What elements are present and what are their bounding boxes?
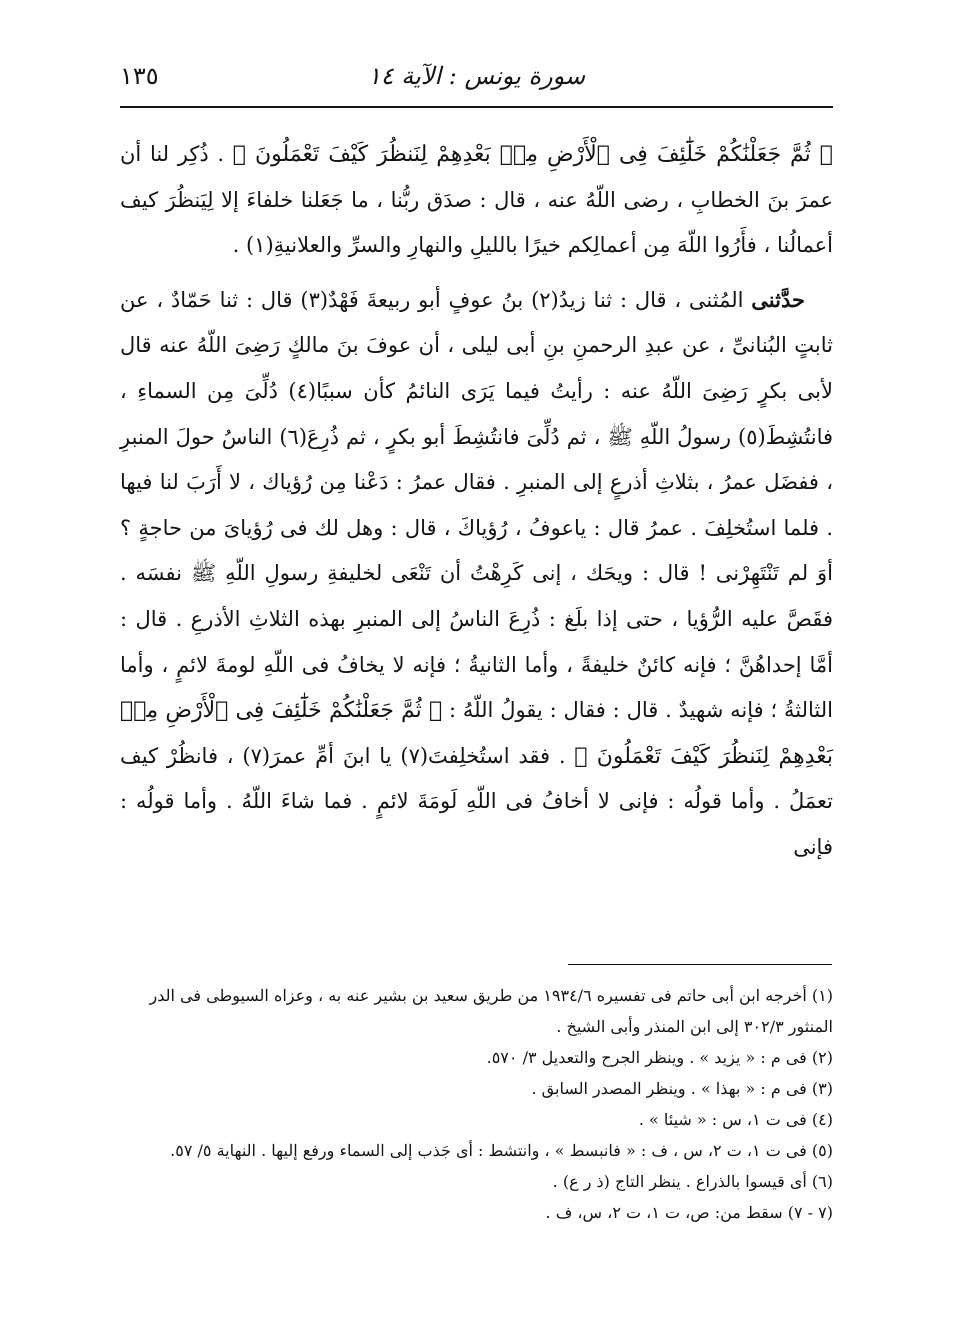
paragraph-text: . ذُكِر لنا أن عمرَ بنَ الخطابِ ، رضى اللّهُ عنه ، قال : صدَق ربُّنا ، ما جَعَلنا خلفاءَ إلا لِيَنظُرَ كيف أعمالُنا ، فأَرُوا اللّهَ مِن أعمالِكم خيرًا بالليلِ والنهارِ والسرِّ والعلانيةِ(١) . xyxy=(120,142,833,258)
footnote-item: (٤) فى ت ١، س : « شيئا » . xyxy=(638,1110,833,1129)
paragraph-2 xyxy=(120,277,833,871)
footnotes xyxy=(120,980,833,1228)
quran-verse: ﴿ ثُمَّ جَعَلْنَٰكُمْ خَلَٰٓئِفَ فِى ٱلْأَرْضِ مِنۢ بَعْدِهِمْ لِنَنظُرَ كَيْفَ تَعْمَلُونَ ﴾ xyxy=(120,698,834,769)
running-head xyxy=(120,58,833,98)
footnote-item: (٣) فى م : « بهذا » . وينظر المصدر السابق . xyxy=(531,1079,833,1098)
main-text xyxy=(120,132,833,871)
chapter-title: سورة يونس : الآية ١٤ xyxy=(367,62,586,90)
footnote-item: (١) أخرجه ابن أبى حاتم فى تفسيره ١٩٣٤/٦ من طريق سعيد بن بشير عنه به ، وعزاه السيوطى فى الدر المنثور ٣٠٢/٣ إلى ابن المنذر وأبى الشيخ . xyxy=(149,986,833,1036)
hadith-lead-word: حدَّثنى xyxy=(751,286,805,312)
footnote-rule xyxy=(568,964,832,965)
footnote-item: (٥) فى ت ١، ت ٢، س ، ف : « فانبسط » ، وانتشط : أى جَذب إلى السماء ورفع إليها . النهاية ٥/ ٥٧. xyxy=(170,1141,833,1160)
footnote-item: (٧ - ٧) سقط من: ص، ت ١، ت ٢، س، ف . xyxy=(545,1203,833,1222)
paragraph-text: المُثنى ، قال : ثنا زيدُ(٢) بنُ عوفٍ أبو ربيعةَ فَهْدٌ(٣) قال : ثنا حَمّادٌ ، عن ثابتٍ البُنانىِّ ، عن عبدِ الرحمنِ بنِ أبى ليلى ، أن عوفَ بنَ مالكٍ رَضِىَ اللّهُ عنه قال لأبى بكرٍ رَضِىَ اللّهُ عنه : رأيتُ فيما يَرَى النائمُ كأن سببًا(٤) دُلِّىَ مِن السماءِ ، فانتُشِطَ(٥) رسولُ اللّهِ ﷺ ، ثم دُلِّىَ فانتُشِطَ أبو بكرٍ ، ثم ذُرِعَ(٦) الناسُ حولَ المنبرِ ، ففضَل عمرُ ، بثلاثِ أذرعٍ إلى المنبرِ . فقال عمرُ : دَعْنا مِن رُؤياك ، لا أَرَبَ لنا فيها . فلما استُخلِفَ . عمرُ قال : ياعوفُ ، رُؤياكَ ، قال : وهل لك فى رُؤياىَ من حاجةٍ ؟ أوَ لم تَنْتَهِرْنى ! قال : ويحَك ، إنى كَرِهْتُ أن تَنْعَى لخليفةِ رسولِ اللّهِ ﷺ نفسَه . فقَصَّ عليه الرُّؤيا ، حتى إذا بلَغ : ذُرِعَ الناسُ إلى المنبرِ بهذه الثلاثِ الأذرعِ . قال : أمَّا إحداهُنَّ ؛ فإنه كائنٌ خليفةً ، وأما الثانيةُ ؛ فإنه لا يخافُ فى اللّهِ لومةَ لائمٍ ، وأما الثالثةُ ؛ فإنه شهيدٌ . قال : فقال : يقولُ اللّهُ : xyxy=(120,287,834,723)
footnote-item: (٦) أى قيسوا بالذراع . ينظر التاج (ذ ر ع) . xyxy=(552,1172,833,1191)
paragraph-text: . فقد استُخلِفتَ(٧) يا ابنَ أمِّ عمرَ(٧) ، فانظُرْ كيف تعمَلُ . وأما قولُه : فإنى لا أخافُ فى اللّهِ لَومَةَ لائمٍ . فما شاءَ اللّهُ . وأما قولُه : فإنى xyxy=(120,743,833,859)
footnote-item: (٢) فى م : « يزيد » . وينظر الجرح والتعديل ٣/ ٥٧٠. xyxy=(486,1048,833,1067)
page-number: ١٣٥ xyxy=(120,62,159,90)
paragraph-1 xyxy=(120,132,833,269)
header-rule xyxy=(120,106,833,108)
quran-verse: ﴿ ثُمَّ جَعَلْنَٰكُمْ خَلَٰٓئِفَ فِى ٱلْأَرْضِ مِنۢ بَعْدِهِمْ لِنَنظُرَ كَيْفَ تَعْمَلُونَ ﴾ xyxy=(232,142,834,167)
